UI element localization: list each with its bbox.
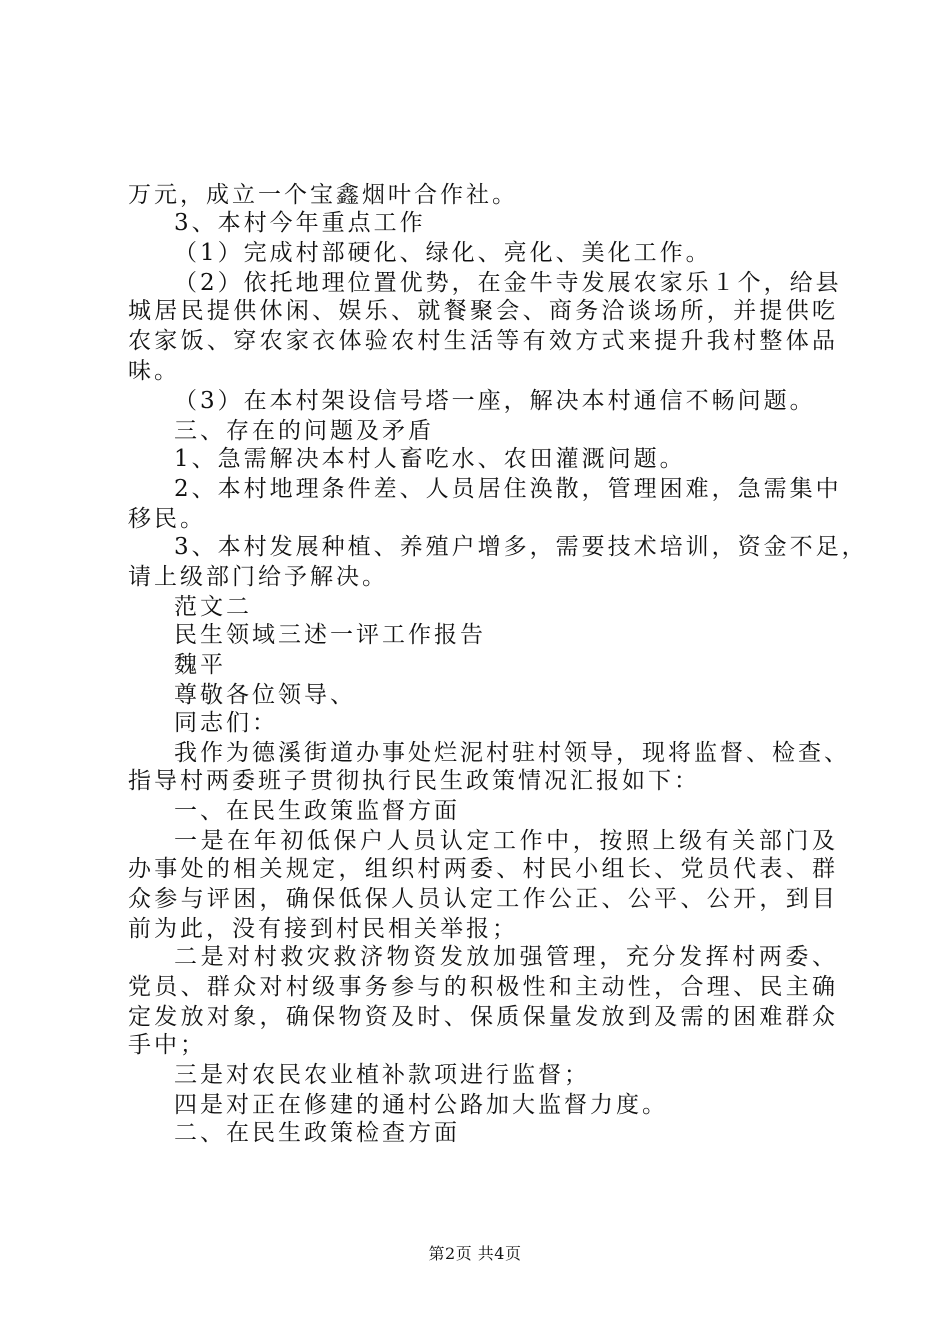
page-number-footer: 第2页 共4页 xyxy=(428,1244,522,1263)
text-line: （2）依托地理位置优势，在金牛寺发展农家乐１个，给县 xyxy=(174,270,842,296)
text-line: 前为此，没有接到村民相关举报； xyxy=(128,916,518,942)
text-line: 众参与评困，确保低保人员认定工作公正、公平、公开，到目 xyxy=(128,886,838,912)
author-name: 魏平 xyxy=(174,652,226,678)
text-line: 移民。 xyxy=(128,506,206,532)
text-line: 请上级部门给予解决。 xyxy=(128,564,388,590)
text-line: 办事处的相关规定，组织村两委、村民小组长、党员代表、群 xyxy=(128,856,838,882)
text-line: 指导村两委班子贯彻执行民生政策情况汇报如下： xyxy=(128,768,700,794)
section-heading: 二、在民生政策检查方面 xyxy=(174,1120,460,1146)
text-line: （3）在本村架设信号塔一座，解决本村通信不畅问题。 xyxy=(174,388,816,414)
text-line: 四是对正在修建的通村公路加大监督力度。 xyxy=(174,1092,668,1118)
report-title: 民生领域三述一评工作报告 xyxy=(174,622,486,648)
text-line: 3、本村今年重点工作 xyxy=(174,210,426,236)
text-line: 城居民提供休闲、娱乐、就餐聚会、商务洽谈场所，并提供吃 xyxy=(128,298,838,324)
text-line: 定发放对象，确保物资及时、保质保量发放到及需的困难群众 xyxy=(128,1004,838,1030)
salutation: 同志们： xyxy=(174,710,278,736)
text-line: （1）完成村部硬化、绿化、亮化、美化工作。 xyxy=(174,240,712,266)
text-line: 3、本村发展种植、养殖户增多，需要技术培训，资金不足， xyxy=(174,534,868,560)
text-line: 手中； xyxy=(128,1032,206,1058)
text-line: 我作为德溪街道办事处烂泥村驻村领导，现将监督、检查、 xyxy=(174,740,850,766)
text-line: 1、急需解决本村人畜吃水、农田灌溉问题。 xyxy=(174,446,686,472)
text-line: 2、本村地理条件差、人员居住涣散，管理困难，急需集中 xyxy=(174,476,842,502)
section-heading: 一、在民生政策监督方面 xyxy=(174,798,460,824)
text-line: 味。 xyxy=(128,358,180,384)
section-heading: 三、存在的问题及矛盾 xyxy=(174,418,434,444)
text-line: 农家饭、穿农家衣体验农村生活等有效方式来提升我村整体品 xyxy=(128,328,838,354)
salutation: 尊敬各位领导、 xyxy=(174,682,356,708)
text-line: 万元，成立一个宝鑫烟叶合作社。 xyxy=(128,182,518,208)
text-line: 三是对农民农业植补款项进行监督； xyxy=(174,1062,590,1088)
section-heading: 范文二 xyxy=(174,594,252,620)
text-line: 一是在年初低保户人员认定工作中，按照上级有关部门及 xyxy=(174,828,838,854)
text-line: 二是对村救灾救济物资发放加强管理，充分发挥村两委、 xyxy=(174,944,838,970)
text-line: 党员、群众对村级事务参与的积极性和主动性，合理、民主确 xyxy=(128,974,838,1000)
